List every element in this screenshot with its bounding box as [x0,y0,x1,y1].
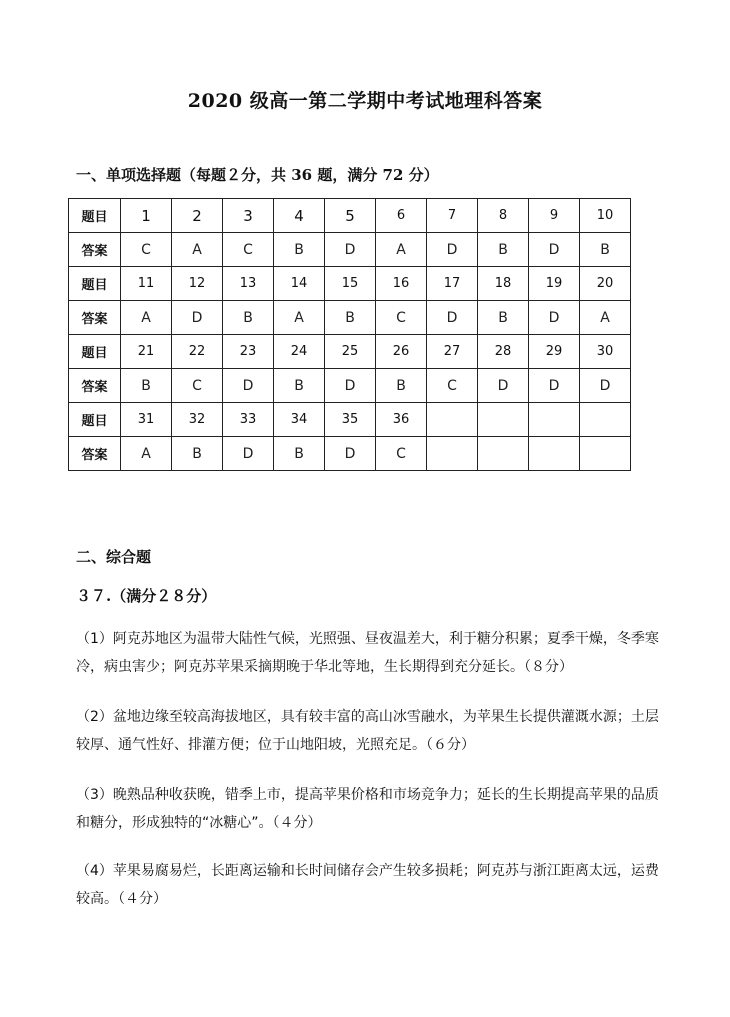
question-number-cell: 26 [376,335,427,369]
answer-cell [529,437,580,471]
question-number-cell: 16 [376,267,427,301]
answer-cell: B [478,233,529,267]
question-number-cell [478,403,529,437]
question-number-cell: 28 [478,335,529,369]
question-number-cell: 4 [274,199,325,233]
question-number-cell: 22 [172,335,223,369]
question-row-label: 题目 [69,403,121,437]
question-number-cell: 14 [274,267,325,301]
question-number-cell: 3 [223,199,274,233]
question-number-cell: 25 [325,335,376,369]
answer-cell: A [172,233,223,267]
question-number-cell: 13 [223,267,274,301]
answer-cell: D [325,437,376,471]
answer-row [69,301,631,335]
question-number-cell: 21 [121,335,172,369]
question-number-cell: 31 [121,403,172,437]
question-number-cell: 6 [376,199,427,233]
answer-cell: B [274,437,325,471]
question-number-cell: 23 [223,335,274,369]
answer-cell: B [376,369,427,403]
answer-paragraph-2: （2）盆地边缘至较高海拔地区，具有较丰富的高山冰雪融水，为苹果生长提供灌溉水源；土层较厚、通气性好、排灌方便；位于山地阳坡，光照充足。（６分） [76,709,659,753]
answer-cell: B [223,301,274,335]
page-title: 2020 级高一第二学期中考试地理科答案 [187,90,543,112]
answer-cell: A [274,301,325,335]
answer-paragraph-4: （4）苹果易腐易烂，长距离运输和长时间储存会产生较多损耗；阿克苏与浙江距离太远，运费较高。（４分） [76,863,659,907]
answer-cell: C [376,437,427,471]
answer-cell: C [376,301,427,335]
question-number-cell: 2 [172,199,223,233]
section1-heading: 一、单项选择题（每题２分，共 36 题，满分 72 分） [76,166,439,184]
answer-cell [427,437,478,471]
question-number-cell: 17 [427,267,478,301]
question-number-cell [529,403,580,437]
answer-row-label: 答案 [69,437,121,471]
question-number-cell: 1 [121,199,172,233]
question-row-label: 题目 [69,335,121,369]
answer-cell: B [274,369,325,403]
answer-cell: A [580,301,631,335]
answer-cell: D [529,233,580,267]
question-row-label: 题目 [69,199,121,233]
question-number-cell: 29 [529,335,580,369]
answer-row-label: 答案 [69,369,121,403]
question-number-cell: 36 [376,403,427,437]
answer-cell: C [121,233,172,267]
answer-cell: B [478,301,529,335]
answer-cell: D [325,369,376,403]
answer-cell: B [121,369,172,403]
answer-cell: D [223,369,274,403]
answer-cell: D [478,369,529,403]
question-number-cell: 9 [529,199,580,233]
question-number-cell: 24 [274,335,325,369]
section2-heading: 二、综合题 [76,548,152,566]
question-number-cell: 15 [325,267,376,301]
question-number-cell: 33 [223,403,274,437]
question-number-cell: 5 [325,199,376,233]
answer-row [69,233,631,267]
question-number-row [69,335,631,369]
question-number-cell: 8 [478,199,529,233]
answer-cell: D [529,301,580,335]
answer-cell: C [172,369,223,403]
answer-cell: D [580,369,631,403]
question-number-row [69,267,631,301]
answer-cell: D [172,301,223,335]
answer-cell: D [223,437,274,471]
answer-cell: D [427,233,478,267]
answer-table [68,198,631,471]
question-number-cell [427,403,478,437]
question-number-row [69,403,631,437]
question-number-cell: 10 [580,199,631,233]
answer-row-label: 答案 [69,301,121,335]
answer-row [69,437,631,471]
answer-cell: A [121,301,172,335]
answer-paragraph-3: （3）晚熟品种收获晚，错季上市，提高苹果价格和市场竞争力；延长的生长期提高苹果的品质和糖分，形成独特的“冰糖心”。（４分） [76,787,659,831]
answer-cell: B [325,301,376,335]
answer-row [69,369,631,403]
answer-cell [580,437,631,471]
question-number-cell: 32 [172,403,223,437]
answer-cell: C [223,233,274,267]
answer-cell [478,437,529,471]
answer-cell: D [427,301,478,335]
question-number-cell: 34 [274,403,325,437]
answer-cell: A [121,437,172,471]
answer-paragraph-1: （1）阿克苏地区为温带大陆性气候，光照强、昼夜温差大，利于糖分积累；夏季干燥，冬季寒冷，病虫害少；阿克苏苹果采摘期晚于华北等地，生长期得到充分延长。（８分） [76,631,659,675]
answer-cell: A [376,233,427,267]
question-number-cell: 18 [478,267,529,301]
question-number-cell: 7 [427,199,478,233]
answer-cell: B [274,233,325,267]
question-number-row [69,199,631,233]
question-number-cell: 11 [121,267,172,301]
question-number-cell: 30 [580,335,631,369]
answer-row-label: 答案 [69,233,121,267]
question-number-cell [580,403,631,437]
question-number-cell: 12 [172,267,223,301]
answer-cell: D [325,233,376,267]
question-number-cell: 19 [529,267,580,301]
answer-cell: B [172,437,223,471]
question-row-label: 题目 [69,267,121,301]
question-number-cell: 20 [580,267,631,301]
answer-cell: B [580,233,631,267]
question-number-cell: 27 [427,335,478,369]
answer-cell: D [529,369,580,403]
question-number-cell: 35 [325,403,376,437]
question-37-heading: ３７.（满分２８分） [76,587,217,605]
answer-cell: C [427,369,478,403]
